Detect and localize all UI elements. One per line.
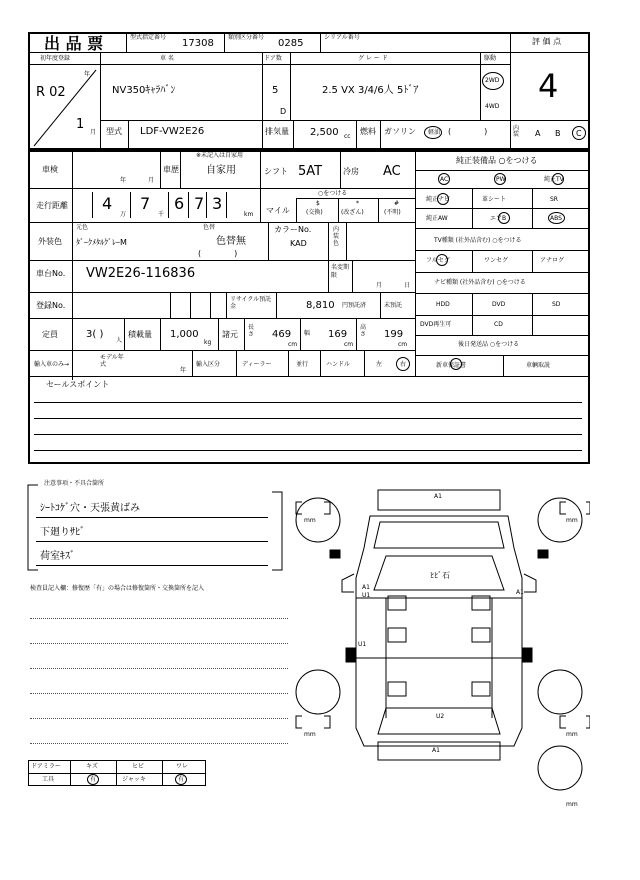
diagram-rear: A1 — [432, 747, 440, 754]
opt-navi: 純正ナビ — [426, 196, 451, 203]
orig-color-label: 元色 — [76, 224, 89, 231]
reg-slash — [30, 66, 100, 150]
color-value: ﾀﾞｰｸﾒﾀﾙｸﾞﾚｰM — [76, 238, 127, 247]
altered-label: (改ざん) — [341, 209, 364, 216]
import-parallel: 並行 — [296, 361, 309, 368]
height-label: 高さ — [360, 324, 367, 339]
width-label: 幅 — [304, 330, 311, 337]
tools-jack-circle — [175, 774, 187, 785]
fuel-diesel: 軽油 — [428, 129, 441, 136]
width-unit: cm — [344, 341, 354, 348]
km-unit: km — [244, 211, 254, 218]
diagram-right-side: A1 — [516, 589, 524, 596]
tv-title: TV種類 (社外品含む) ○をつける — [434, 237, 522, 244]
mileage-circle-note: ○をつける — [318, 190, 348, 197]
later-title: 後日発送品 ○をつける — [458, 341, 520, 348]
usage-label: 車歴 — [163, 165, 179, 174]
name-change-month: 月 — [376, 282, 383, 289]
opt-tv-circle — [552, 173, 564, 185]
unknown-label: (不明) — [384, 209, 401, 216]
diagram-left-rear: U1 — [358, 641, 367, 648]
tools-head-mirror: ドアミラー — [31, 763, 61, 770]
model-year-unit: 年 — [180, 367, 187, 374]
type-cert-label: 型式指定番号 — [130, 34, 167, 41]
interior-grade-a: A — [535, 129, 541, 138]
page-title: 出 品 票 — [44, 34, 104, 53]
interior-color-label: 内装色 — [333, 226, 340, 248]
tv-analog: アナログ — [540, 257, 565, 264]
model-value: LDF-VW2E26 — [140, 126, 205, 137]
note-item-3: 荷室ｷｽﾞ — [40, 551, 75, 562]
doors-value: 5 — [272, 85, 279, 96]
tv-one: ワンセグ — [484, 257, 509, 264]
tools-tool-value: 有 — [90, 776, 97, 783]
recycle-label: リサイクル預託金 — [230, 296, 272, 311]
load-label: 積載量 — [128, 330, 152, 339]
altered-mark: * — [356, 200, 359, 207]
import-type-label: 輸入区分 — [196, 361, 221, 368]
ac-label: 冷房 — [343, 167, 359, 176]
fuel-bracket: ( ) — [448, 127, 488, 136]
later-warranty: 新車保証書 — [436, 362, 467, 369]
model-year-label: モデル年式 — [100, 354, 124, 369]
color-no-value: KAD — [290, 239, 307, 248]
reg-label: 初年度登録 — [40, 55, 71, 62]
reg-year-suffix: 年 — [84, 71, 91, 78]
interior-grade-b: B — [555, 129, 561, 138]
score-value: 4 — [538, 67, 559, 105]
inspector-label: 検査員記入欄：修復歴「有」の場合は修復箇所・交換箇所を記入 — [30, 585, 205, 592]
height-unit: cm — [398, 341, 408, 348]
opt-airbag: エアB — [490, 215, 507, 222]
mileage-sen: 7 — [140, 194, 151, 213]
recycle-unit: 円預託済 — [342, 302, 367, 309]
mileage-digit-1: 6 — [174, 194, 185, 213]
mm-spare: mm — [566, 801, 578, 808]
sales-points-label: セールスポイント — [46, 380, 110, 389]
opt-navi-circle — [437, 193, 449, 205]
handle-label: ハンドル — [326, 361, 351, 368]
color-code-label: 色替 — [203, 224, 216, 231]
name-change-label: 名変期限 — [331, 264, 350, 279]
chassis-value: VW2E26-116836 — [86, 266, 196, 281]
grade-label: グ レ ー ド — [358, 55, 388, 62]
grade-value: 2.5 VX 3/4/6人 5ﾄﾞｱ — [322, 85, 419, 96]
length-label: 長さ — [248, 324, 255, 339]
mileage-man-unit: 万 — [120, 211, 127, 218]
mileage-digit-2: 7 — [194, 194, 205, 213]
inspection-label: 車検 — [42, 165, 58, 174]
mile-label: マイル — [266, 206, 290, 215]
shift-value: 5AT — [298, 164, 323, 179]
displacement-value: 2,500 — [310, 127, 339, 138]
inspection-month-unit: 月 — [148, 177, 155, 184]
shift-label: シフト — [264, 167, 288, 176]
diagram-left-front-a1: A1 — [362, 584, 370, 591]
navi-sd: SD — [552, 301, 561, 308]
diagram-rear-gate: U2 — [436, 713, 445, 720]
opt-pw-circle — [494, 173, 506, 185]
tools-head-broken: ワレ — [176, 763, 189, 770]
serial-label: シリアル番号 — [324, 34, 360, 41]
opt-abs-circle — [548, 212, 565, 224]
length-unit: cm — [288, 341, 298, 348]
navi-title: ナビ種類 (社外品含む) ○をつける — [434, 279, 526, 286]
mileage-digit-3: 3 — [212, 194, 223, 213]
class-value: 0285 — [278, 38, 304, 49]
opt-ac: AC — [440, 176, 449, 183]
type-cert-value: 17308 — [182, 38, 214, 49]
interior-grade-c: C — [576, 129, 582, 138]
vehicle-name: NV350ｷｬﾗﾊﾞﾝ — [112, 85, 176, 96]
opt-pw: PW — [496, 176, 506, 183]
mileage-man: 4 — [102, 194, 113, 213]
opt-airbag-circle — [498, 212, 510, 224]
tools-jack-label: ジャッキ — [122, 776, 146, 783]
exchange-label: (交換) — [306, 209, 323, 216]
cd-label: CD — [494, 321, 503, 328]
tools-jack-value: 有 — [178, 776, 185, 783]
tools-head-crack: ヒビ — [132, 763, 145, 770]
tv-full: フルセグ — [426, 257, 450, 264]
fuel-label: 燃料 — [360, 127, 376, 136]
tools-tool-circle — [87, 774, 99, 785]
later-manual: 車輌取説 — [526, 362, 551, 369]
reg-no-label: 登録No. — [36, 301, 66, 310]
navi-hdd: HDD — [436, 301, 450, 308]
opt-abs: ABS — [550, 215, 562, 222]
note-item-2: 下廻りｻﾋﾞ — [40, 527, 85, 538]
mm-front-right: mm — [566, 517, 578, 524]
capacity-label: 定員 — [42, 330, 58, 339]
reg-era: R 02 — [36, 85, 66, 100]
later-warranty-circle — [450, 358, 462, 370]
handle-right: 右 — [400, 361, 407, 368]
height-value: 199 — [384, 329, 404, 340]
color-no-label: カラーNo. — [274, 225, 312, 234]
exchange-mark: $ — [316, 200, 320, 207]
fuel-value: ガソリン — [384, 127, 416, 136]
tv-full-circle — [436, 254, 448, 266]
mileage-label: 走行距離 — [36, 201, 68, 210]
usage-note: ※未記入は自家用 — [196, 152, 244, 159]
drive-label: 駆動 — [484, 55, 497, 62]
mm-rear-left: mm — [304, 731, 316, 738]
drive-2wd-circle — [482, 72, 504, 90]
diagram-windshield: ﾋﾋﾞ石 — [430, 571, 450, 580]
chassis-label: 車台No. — [36, 269, 66, 278]
doors-sub: D — [280, 107, 287, 116]
interior-label: 内装 — [513, 125, 520, 138]
handle-left: 左 — [376, 361, 383, 368]
name-label: 車 名 — [160, 55, 174, 62]
capacity-unit: 人 — [116, 337, 123, 344]
load-value: 1,000 — [170, 329, 199, 340]
handle-right-circle — [396, 357, 410, 371]
opt-tv: 純正TV — [544, 176, 564, 183]
recycle-value: 8,810 — [306, 300, 335, 311]
reg-month-suffix: 月 — [90, 129, 97, 136]
drive-2wd: 2WD — [485, 77, 500, 84]
dims-label: 諸元 — [222, 330, 238, 339]
import-label: 輸入車のみ→ — [34, 361, 70, 368]
mm-front-left: mm — [304, 517, 316, 524]
opt-aw: 純正AW — [426, 215, 448, 222]
color-paren: ( ) — [198, 249, 238, 258]
notes-title: 注意事項・不具合箇所 — [44, 480, 105, 487]
doors-label: ドア数 — [264, 55, 282, 62]
fuel-diesel-circle — [424, 126, 442, 139]
class-label: 類別区分番号 — [228, 34, 265, 41]
diagram-front: A1 — [434, 493, 442, 500]
drive-4wd: 4WD — [485, 103, 500, 110]
displacement-label: 排気量 — [265, 127, 289, 136]
length-value: 469 — [272, 329, 292, 340]
diagram-left-front-u1: U1 — [362, 592, 371, 599]
unknown-mark: # — [394, 200, 400, 207]
opt-ac-circle — [438, 173, 450, 185]
color-repaint: 色替無 — [216, 236, 246, 247]
capacity-value: 3( ) — [86, 329, 104, 340]
width-value: 169 — [328, 329, 348, 340]
displacement-unit: cc — [344, 133, 351, 140]
usage-value: 自家用 — [206, 165, 236, 176]
score-label: 評 価 点 — [532, 37, 562, 46]
load-unit: kg — [204, 339, 212, 346]
genuine-title: 純正装備品 ○をつける — [456, 156, 538, 165]
mm-rear-right: mm — [566, 731, 578, 738]
opt-sr: SR — [550, 196, 558, 203]
model-label: 型式 — [106, 127, 122, 136]
ac-value: AC — [383, 164, 401, 179]
note-item-1: ｼｰﾄｺｹﾞ穴・天張黄ばみ — [40, 503, 140, 514]
import-dealer: ディーラー — [242, 361, 272, 368]
mileage-sen-unit: 千 — [158, 211, 165, 218]
recycle-unpaid: 未預託 — [384, 302, 403, 309]
navi-dvd: DVD — [492, 301, 506, 308]
color-label: 外装色 — [38, 237, 62, 246]
dvd-play-label: DVD再生可 — [420, 321, 452, 328]
reg-month: 1 — [76, 117, 85, 132]
tools-tool-label: 工具 — [42, 776, 55, 783]
interior-grade-circle — [572, 126, 586, 140]
name-change-day: 日 — [404, 282, 411, 289]
inspection-year-unit: 年 — [120, 177, 127, 184]
car-diagram — [290, 478, 590, 808]
tools-head-scratch: キズ — [86, 763, 98, 770]
opt-leather: 革シート — [482, 196, 507, 203]
